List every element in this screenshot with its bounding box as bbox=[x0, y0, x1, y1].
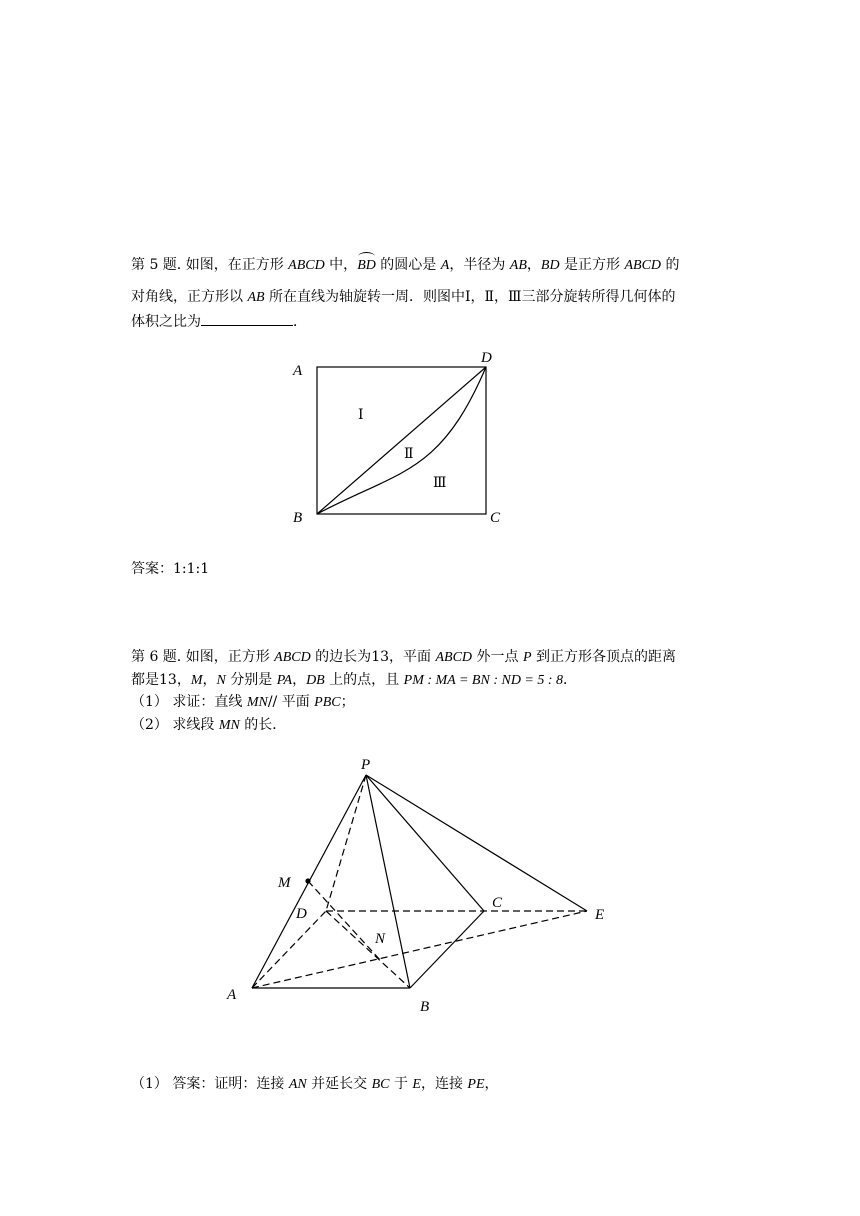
q6-text: 上的点，且 bbox=[324, 672, 404, 688]
math-13: 13 bbox=[371, 649, 390, 665]
math-e: E bbox=[412, 1077, 421, 1092]
math-a: A bbox=[440, 258, 450, 273]
q5-text: ， bbox=[526, 257, 541, 273]
line-ae-hidden bbox=[252, 911, 587, 988]
q6-text: （1） 求证：直线 bbox=[131, 694, 247, 710]
edge-pd-hidden bbox=[326, 775, 366, 911]
q6-line-1 bbox=[131, 648, 676, 667]
q6-sub-1 bbox=[131, 693, 355, 712]
math-arc-bd: BD bbox=[357, 258, 376, 273]
q5-answer bbox=[131, 560, 209, 578]
math-ab: AB bbox=[247, 290, 265, 305]
answer-text: 答案：1:1:1 bbox=[131, 561, 210, 577]
q6-text: 到正方形各顶点的距离 bbox=[531, 649, 676, 665]
square-abcd bbox=[317, 367, 486, 514]
q6-text: ； bbox=[340, 694, 355, 710]
q6-text: 于 bbox=[389, 1076, 413, 1092]
q5-line-1 bbox=[131, 256, 679, 275]
q6-text: 分别是 bbox=[225, 672, 277, 688]
math-mn: MN bbox=[218, 718, 240, 733]
edge-ad-hidden bbox=[252, 911, 326, 988]
diagonal-bd bbox=[317, 367, 486, 514]
line-mn-hidden bbox=[308, 881, 381, 961]
label-n: N bbox=[375, 931, 386, 947]
q6-sub-2 bbox=[131, 716, 286, 735]
q6-text: ， bbox=[176, 672, 191, 688]
math-ratio: PM : MA = BN : ND = 5 : 8 bbox=[403, 673, 564, 688]
label-b: B bbox=[420, 999, 430, 1015]
q6-text: 的长． bbox=[239, 717, 287, 733]
q6-text: ，连接 bbox=[420, 1076, 468, 1092]
region-3-label: Ⅲ bbox=[433, 476, 447, 491]
math-db: DB bbox=[306, 673, 325, 688]
math-m: M bbox=[190, 673, 203, 688]
math-n: N bbox=[216, 673, 226, 688]
math-bd: BD bbox=[540, 258, 560, 273]
q6-text: 并延长交 bbox=[306, 1076, 372, 1092]
point-m bbox=[305, 878, 310, 883]
math-abcd: ABCD bbox=[274, 650, 311, 665]
math-ab: AB bbox=[509, 258, 527, 273]
math-an: AN bbox=[288, 1077, 307, 1092]
q5-text: 中， bbox=[324, 257, 358, 273]
label-c: C bbox=[490, 510, 501, 526]
q6-line-2 bbox=[131, 671, 577, 690]
q6-text: 外一点 bbox=[472, 649, 523, 665]
math-13: 13 bbox=[159, 672, 177, 688]
math-p: P bbox=[522, 650, 532, 665]
q6-text: // 平面 bbox=[267, 694, 315, 710]
q5-text: 体积之比为 bbox=[131, 314, 201, 330]
region-2-label: Ⅱ bbox=[404, 447, 414, 462]
label-b: B bbox=[293, 510, 303, 526]
q6-text: ， bbox=[484, 1076, 499, 1092]
q5-text: 所在直线为轴旋转一周．则图中Ⅰ，Ⅱ，Ⅲ三部分旋转所得几何体的 bbox=[264, 289, 676, 305]
answer-blank bbox=[201, 311, 293, 326]
q5-text: 的 bbox=[661, 257, 680, 273]
q5-text: ，半径为 bbox=[449, 257, 510, 273]
math-abcd: ABCD bbox=[288, 258, 325, 273]
edge-pb bbox=[366, 775, 410, 988]
label-e: E bbox=[595, 907, 605, 923]
q6-text: （2） 求线段 bbox=[131, 717, 219, 733]
label-d: D bbox=[296, 906, 307, 922]
q5-line-3 bbox=[131, 311, 307, 331]
line-db-hidden bbox=[326, 911, 410, 988]
q5-text: ． bbox=[293, 314, 307, 330]
q5-text: 的圆心是 bbox=[375, 257, 441, 273]
label-a: A bbox=[227, 987, 237, 1003]
q5-text: 对角线，正方形以 bbox=[131, 289, 248, 305]
label-m: M bbox=[278, 875, 291, 891]
q6-text: ． bbox=[563, 672, 578, 688]
q6-text: （1） 答案：证明：连接 bbox=[131, 1076, 289, 1092]
q6-text: 第 6 题. 如图，正方形 bbox=[131, 649, 275, 665]
q6-answer-1 bbox=[131, 1075, 499, 1094]
q5-text: 是正方形 bbox=[559, 257, 625, 273]
math-mn: MN bbox=[246, 695, 268, 710]
q5-text: 第 5 题. 如图，在正方形 bbox=[131, 257, 289, 273]
q6-text: 的边长为 bbox=[310, 649, 372, 665]
edge-pe bbox=[366, 775, 587, 911]
math-abcd: ABCD bbox=[624, 258, 662, 273]
math-pe: PE bbox=[467, 1077, 485, 1092]
label-c: C bbox=[492, 895, 503, 911]
q6-text: ， bbox=[202, 672, 217, 688]
arc-bd bbox=[317, 367, 486, 514]
math-pa: PA bbox=[276, 673, 293, 688]
math-bc: BC bbox=[371, 1077, 390, 1092]
label-a: A bbox=[293, 363, 303, 379]
edge-pc bbox=[366, 775, 484, 911]
math-pbc: PBC bbox=[314, 695, 341, 710]
label-p: P bbox=[361, 757, 371, 773]
edge-bc bbox=[410, 911, 484, 988]
edge-pa bbox=[252, 775, 366, 988]
q6-text: ， bbox=[292, 672, 307, 688]
region-1-label: Ⅰ bbox=[358, 408, 364, 423]
q6-text: 都是 bbox=[131, 672, 159, 688]
q6-text: ，平面 bbox=[389, 649, 436, 665]
q5-line-2 bbox=[131, 288, 676, 307]
label-d: D bbox=[481, 350, 492, 366]
math-abcd: ABCD bbox=[435, 650, 473, 665]
